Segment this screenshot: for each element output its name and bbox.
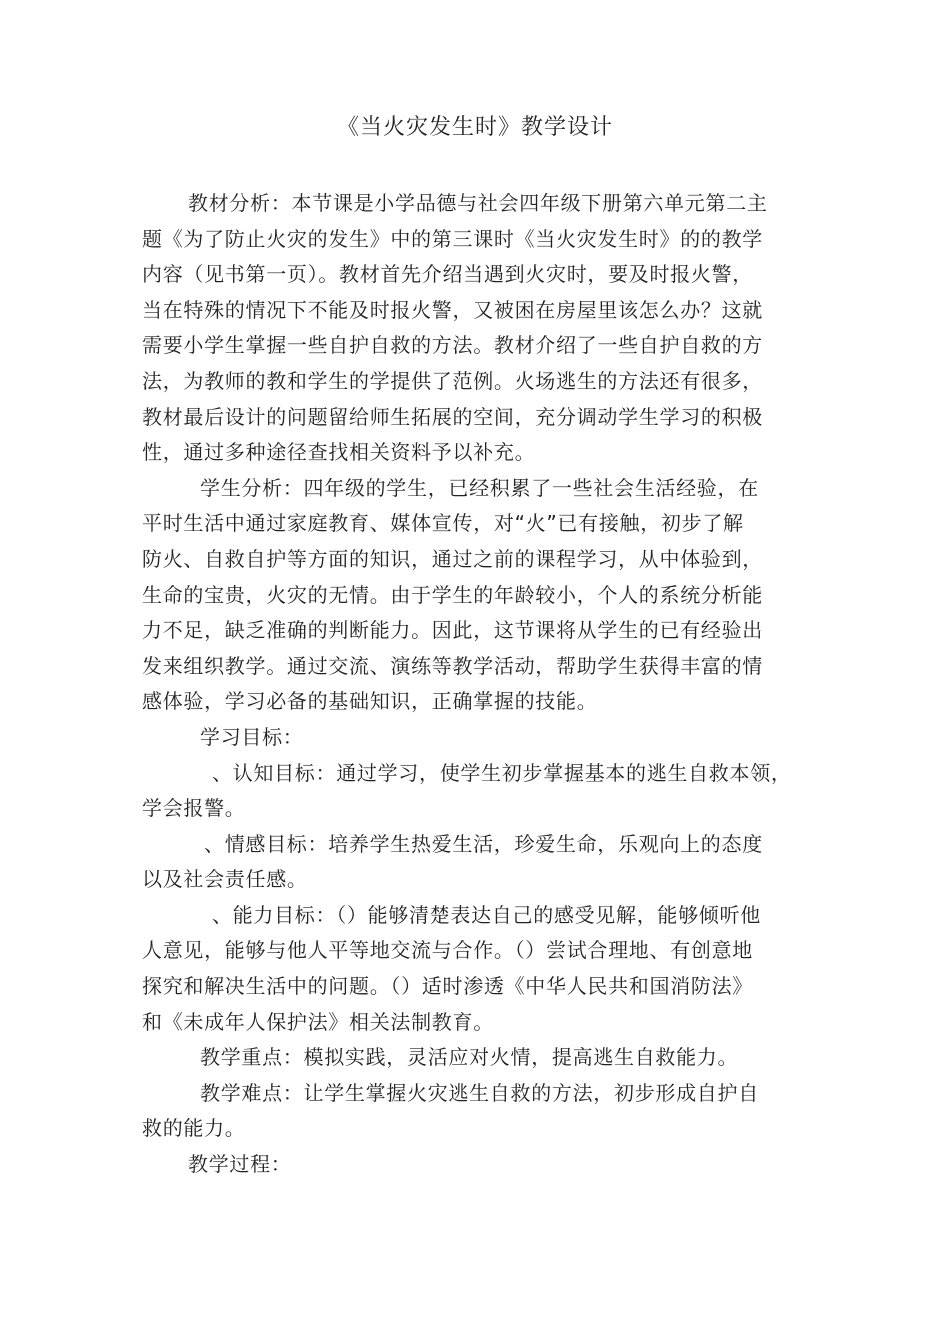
paragraph-line: 、情感目标：培养学生热爱生活，珍爱生命，乐观向上的态度 xyxy=(204,831,763,856)
paragraph-line: 救的能力。 xyxy=(142,1116,246,1141)
document-body xyxy=(142,186,832,1183)
paragraph-line: 生命的宝贵，火灾的无情。由于学生的年龄较小，个人的系统分析能 xyxy=(142,582,763,607)
paragraph-line: 平时生活中通过家庭教育、媒体宣传，对“火”已有接触，初步了解 xyxy=(142,511,744,536)
paragraph-line: 、能力目标：（）能够清楚表达自己的感受见解，能够倾听他 xyxy=(212,902,761,927)
document-title: 《当火灾发生时》教学设计 xyxy=(336,115,613,140)
paragraph-line: 学生分析：四年级的学生，已经积累了一些社会生活经验，在 xyxy=(200,475,759,500)
paragraph-line: 当在特殊的情况下不能及时报火警，又被困在房屋里该怎么办？这就 xyxy=(142,297,763,322)
paragraph-line: 力不足，缺乏准确的判断能力。因此，这节课将从学生的已有经验出 xyxy=(142,618,763,643)
paragraph-line: 、认知目标：通过学习，使学生初步掌握基本的逃生自救本领， xyxy=(212,760,792,785)
paragraph-line: 防火、自救自护等方面的知识，通过之前的课程学习，从中体验到， xyxy=(142,546,763,571)
paragraph-line: 以及社会责任感。 xyxy=(142,867,308,892)
paragraph-line: 和《未成年人保护法》相关法制教育。 xyxy=(142,1009,494,1034)
section-heading: 学习目标： xyxy=(200,724,304,749)
paragraph-line: 法，为教师的教和学生的学提供了范例。火场逃生的方法还有很多， xyxy=(142,368,763,393)
paragraph-line: 需要小学生掌握一些自护自救的方法。教材介绍了一些自护自救的方 xyxy=(142,333,763,358)
paragraph-line: 学会报警。 xyxy=(142,796,246,821)
paragraph-line: 内容（见书第一页）。教材首先介绍当遇到火灾时，要及时报火警， xyxy=(142,262,753,287)
paragraph-line: 发来组织教学。通过交流、演练等教学活动，帮助学生获得丰富的情 xyxy=(142,653,763,678)
paragraph-line: 人意见，能够与他人平等地交流与合作。（）尝试合理地、有创意地 xyxy=(142,938,753,963)
paragraph-line: 教学难点：让学生掌握火灾逃生自救的方法，初步形成自护自 xyxy=(200,1080,759,1105)
paragraph-line: 感体验，学习必备的基础知识，正确掌握的技能。 xyxy=(142,689,598,714)
paragraph-line: 教学重点：模拟实践，灵活应对火情，提高逃生自救能力。 xyxy=(200,1045,739,1070)
paragraph-line: 探究和解决生活中的问题。（）适时渗透《中华人民共和国消防法》 xyxy=(142,974,753,999)
paragraph-line: 题《为了防止火灾的发生》中的第三课时《当火灾发生时》的的教学 xyxy=(142,226,763,251)
paragraph-line: 教材最后设计的问题留给师生拓展的空间，充分调动学生学习的积极 xyxy=(142,404,763,429)
section-heading: 教学过程： xyxy=(188,1152,292,1177)
paragraph-line: 教材分析：本节课是小学品德与社会四年级下册第六单元第二主 xyxy=(188,191,768,215)
paragraph-line: 性，通过多种途径查找相关资料予以补充。 xyxy=(142,440,536,465)
